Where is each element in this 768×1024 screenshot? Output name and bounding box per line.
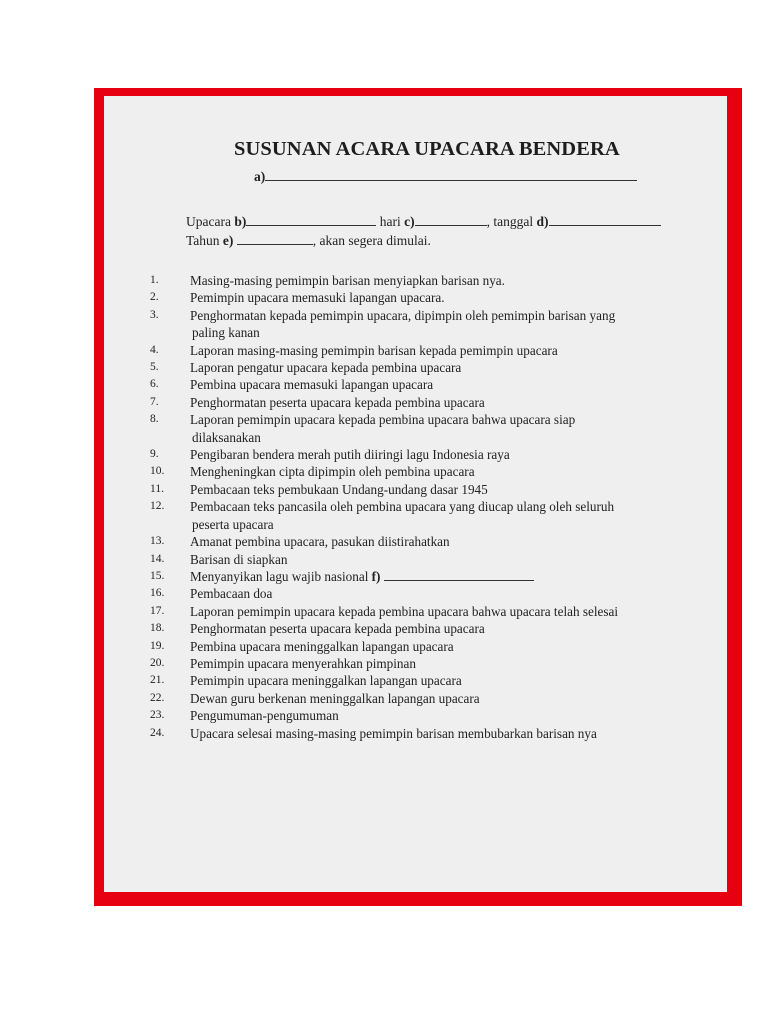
list-item xyxy=(150,690,690,707)
list-item xyxy=(150,272,690,289)
blank-a xyxy=(265,168,637,181)
blank-a-line xyxy=(254,168,637,185)
list-item xyxy=(150,411,690,446)
item-number: 15. xyxy=(150,569,165,582)
item-continuation: paling kanan xyxy=(192,325,260,341)
item-text: Pembacaan teks pancasila oleh pembina upacara yang diucap ulang oleh seluruh xyxy=(190,499,615,515)
list-item xyxy=(150,672,690,689)
item-number: 18. xyxy=(150,622,165,635)
item-number: 19. xyxy=(150,639,165,652)
item-text: Pembacaan teks pembukaan Undang-undang dasar 1945 xyxy=(190,481,488,497)
item-number: 13. xyxy=(150,535,165,548)
list-item xyxy=(150,289,690,306)
item-number: 11. xyxy=(150,482,164,495)
item-number: 22. xyxy=(150,691,165,704)
list-item xyxy=(150,603,690,620)
item-number: 20. xyxy=(150,656,165,669)
blank-b xyxy=(246,213,376,226)
item-number: 12. xyxy=(150,500,165,513)
item-number: 6. xyxy=(150,378,159,391)
list-item xyxy=(150,533,690,550)
item-text: Penghormatan peserta upacara kepada pembina upacara xyxy=(190,394,485,410)
label-f: f) xyxy=(371,568,381,584)
label-b: b) xyxy=(234,214,247,229)
item-text: Pemimpin upacara menyerahkan pimpinan xyxy=(190,655,416,671)
intro-tail: , akan segera dimulai. xyxy=(312,233,431,248)
item-text: Pembina upacara memasuki lapangan upacara xyxy=(190,377,434,393)
item-number: 23. xyxy=(150,709,165,722)
item-text: Mengheningkan cipta dipimpin oleh pembina upacara xyxy=(190,464,475,480)
list-item xyxy=(150,359,690,376)
list-item xyxy=(150,463,690,480)
blank-d xyxy=(549,213,661,226)
hari-word: hari xyxy=(379,214,401,229)
list-item xyxy=(150,620,690,637)
item-text: Pengibaran bendera merah putih diiringi lagu Indonesia raya xyxy=(190,447,510,463)
item-continuation: dilaksanakan xyxy=(192,429,261,445)
item-text: Pemimpin upacara meninggalkan lapangan upacara xyxy=(190,673,462,689)
item-text: Penghormatan peserta upacara kepada pembina upacara xyxy=(190,621,485,637)
intro-line-2 xyxy=(186,232,431,249)
label-a: a) xyxy=(254,169,266,184)
item-text: Dewan guru berkenan meninggalkan lapangan upacara xyxy=(190,690,480,706)
item-text: Pembacaan doa xyxy=(190,586,273,602)
item-text: Menyanyikan lagu wajib nasional xyxy=(190,568,369,584)
tahun-word: Tahun xyxy=(186,233,220,248)
item-number: 7. xyxy=(150,395,159,408)
document-sheet xyxy=(104,96,727,892)
item-number: 8. xyxy=(150,413,159,426)
item-text: Laporan masing-masing pemimpin barisan kepada pemimpin upacara xyxy=(190,342,558,358)
item-number: 24. xyxy=(150,726,165,739)
list-item xyxy=(150,568,690,585)
item-text: Laporan pengatur upacara kepada pembina upacara xyxy=(190,360,462,376)
item-number: 1. xyxy=(150,274,159,286)
list-item xyxy=(150,481,690,498)
list-item xyxy=(150,655,690,672)
document-title: SUSUNAN ACARA UPACARA BENDERA xyxy=(234,138,620,160)
item-text: Penghormatan kepada pemimpin upacara, dipimpin oleh pemimpin barisan yang xyxy=(190,307,616,323)
item-text: Laporan pemimpin upacara kepada pembina upacara bahwa upacara telah selesai xyxy=(190,603,619,619)
list-item xyxy=(150,342,690,359)
tanggal-word: , tanggal xyxy=(486,214,534,229)
list-item xyxy=(150,707,690,724)
item-text: Pemimpin upacara memasuki lapangan upacara. xyxy=(190,290,445,306)
list-item xyxy=(150,394,690,411)
item-number: 16. xyxy=(150,587,165,600)
item-text: Amanat pembina upacara, pasukan diistirahatkan xyxy=(190,534,450,550)
red-border-frame xyxy=(94,88,742,906)
intro-line-1 xyxy=(186,213,661,230)
list-item xyxy=(150,376,690,393)
item-continuation: peserta upacara xyxy=(192,516,274,532)
item-number: 3. xyxy=(150,308,159,321)
list-item xyxy=(150,585,690,602)
item-text: Barisan di siapkan xyxy=(190,551,288,567)
item-number: 5. xyxy=(150,361,159,374)
blank-f xyxy=(384,568,534,581)
label-e: e) xyxy=(222,233,234,248)
item-text: Laporan pemimpin upacara kepada pembina upacara bahwa upacara siap xyxy=(190,412,576,428)
list-item xyxy=(150,498,690,533)
item-text: Pembina upacara meninggalkan lapangan upacara xyxy=(190,638,454,654)
item-number: 21. xyxy=(150,674,165,687)
list-item xyxy=(150,446,690,463)
item-number: 4. xyxy=(150,343,159,356)
item-text: Masing-masing pemimpin barisan menyiapkan barisan nya. xyxy=(190,273,505,288)
list-item xyxy=(150,725,690,742)
agenda-list xyxy=(150,272,690,742)
list-item xyxy=(150,638,690,655)
item-number: 14. xyxy=(150,552,165,565)
blank-e xyxy=(237,232,313,245)
item-text: Pengumuman-pengumuman xyxy=(190,708,339,724)
upacara-word: Upacara xyxy=(186,214,231,229)
list-item xyxy=(150,551,690,568)
item-number: 9. xyxy=(150,448,159,461)
item-number: 10. xyxy=(150,465,165,478)
list-item xyxy=(150,307,690,342)
label-c: c) xyxy=(404,214,415,229)
item-number: 2. xyxy=(150,291,159,304)
item-text: Upacara selesai masing-masing pemimpin barisan membubarkan barisan nya xyxy=(190,725,597,741)
blank-c xyxy=(415,213,487,226)
label-d: d) xyxy=(536,214,549,229)
item-number: 17. xyxy=(150,604,165,617)
